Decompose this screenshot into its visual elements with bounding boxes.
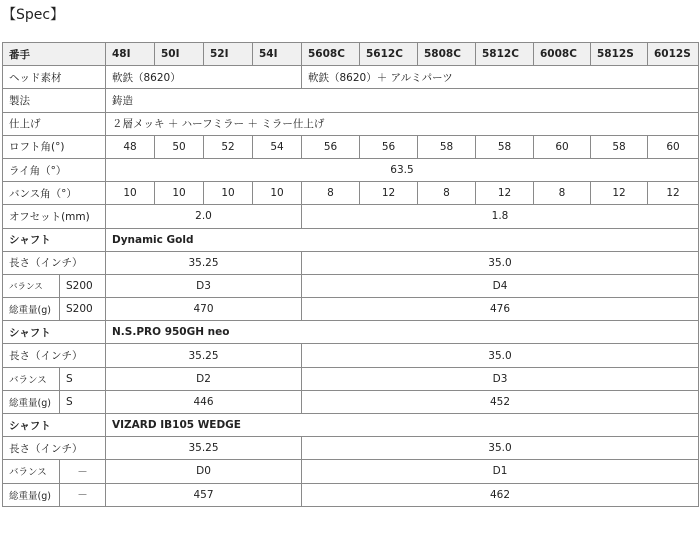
table-row [3, 112, 699, 135]
table-row [3, 460, 699, 483]
weight-flex: － [60, 483, 106, 506]
bounce-value: 12 [360, 182, 418, 205]
model-5608c: 5608C [302, 43, 360, 66]
length-value-1: 35.25 [106, 344, 302, 367]
length-label: 長さ（インチ） [3, 251, 106, 274]
bounce-value: 10 [204, 182, 253, 205]
head-material-value-1: 軟鉄（8620） [106, 66, 302, 89]
loft-value: 48 [106, 135, 155, 158]
loft-label: ロフト角(°) [3, 135, 106, 158]
table-row [3, 437, 699, 460]
table-row [3, 274, 699, 297]
lie-value: 63.5 [106, 158, 699, 181]
weight-value-2: 452 [302, 390, 699, 413]
table-row [3, 205, 699, 228]
loft-value: 50 [155, 135, 204, 158]
balance-value-2: D3 [302, 367, 699, 390]
shaft-label: シャフト [3, 414, 106, 437]
balance-value-1: D0 [106, 460, 302, 483]
weight-label: 総重量(g) [3, 483, 60, 506]
weight-value-2: 462 [302, 483, 699, 506]
table-row [3, 251, 699, 274]
head-material-value-2: 軟鉄（8620）＋ アルミパーツ [302, 66, 699, 89]
process-label: 製法 [3, 89, 106, 112]
table-row [3, 414, 699, 437]
bounce-value: 8 [418, 182, 476, 205]
shaft-name: Dynamic Gold [106, 228, 699, 251]
loft-value: 58 [476, 135, 534, 158]
table-row [3, 390, 699, 413]
table-row [3, 135, 699, 158]
balance-value-1: D3 [106, 274, 302, 297]
model-5812s: 5812S [591, 43, 648, 66]
bounce-value: 12 [476, 182, 534, 205]
table-row [3, 344, 699, 367]
bounce-value: 8 [302, 182, 360, 205]
balance-value-1: D2 [106, 367, 302, 390]
weight-value-1: 470 [106, 298, 302, 321]
shaft-name: VIZARD IB105 WEDGE [106, 414, 699, 437]
lie-label: ライ角（°） [3, 158, 106, 181]
model-52i: 52I [204, 43, 253, 66]
weight-value-1: 446 [106, 390, 302, 413]
offset-value-2: 1.8 [302, 205, 699, 228]
page-title: 【Spec】 [2, 7, 65, 23]
balance-label: バランス [3, 367, 60, 390]
balance-value-2: D1 [302, 460, 699, 483]
length-value-2: 35.0 [302, 344, 699, 367]
loft-value: 58 [418, 135, 476, 158]
loft-value: 52 [204, 135, 253, 158]
finish-value: ２層メッキ ＋ ハーフミラー ＋ ミラー仕上げ [106, 112, 699, 135]
weight-label: 総重量(g) [3, 390, 60, 413]
model-6008c: 6008C [534, 43, 591, 66]
length-label: 長さ（インチ） [3, 344, 106, 367]
weight-flex: S200 [60, 298, 106, 321]
loft-value: 54 [253, 135, 302, 158]
table-row [3, 182, 699, 205]
process-value: 鋳造 [106, 89, 699, 112]
model-48i: 48I [106, 43, 155, 66]
loft-value: 58 [591, 135, 648, 158]
model-6012s: 6012S [648, 43, 699, 66]
model-50i: 50I [155, 43, 204, 66]
length-label: 長さ（インチ） [3, 437, 106, 460]
table-row [3, 66, 699, 89]
table-row [3, 158, 699, 181]
table-row [3, 321, 699, 344]
balance-flex: S200 [60, 274, 106, 297]
shaft-label: シャフト [3, 321, 106, 344]
bounce-value: 8 [534, 182, 591, 205]
balance-label: バランス [3, 274, 60, 297]
length-value-2: 35.0 [302, 437, 699, 460]
header-label: 番手 [3, 43, 106, 66]
balance-value-2: D4 [302, 274, 699, 297]
loft-value: 60 [648, 135, 699, 158]
bounce-value: 12 [648, 182, 699, 205]
finish-label: 仕上げ [3, 112, 106, 135]
model-5812c: 5812C [476, 43, 534, 66]
loft-value: 56 [360, 135, 418, 158]
length-value-2: 35.0 [302, 251, 699, 274]
spec-table [2, 42, 699, 507]
model-54i: 54I [253, 43, 302, 66]
offset-value-1: 2.0 [106, 205, 302, 228]
shaft-name: N.S.PRO 950GH neo [106, 321, 699, 344]
balance-label: バランス [3, 460, 60, 483]
model-5808c: 5808C [418, 43, 476, 66]
balance-flex: S [60, 367, 106, 390]
offset-label: オフセット(mm) [3, 205, 106, 228]
model-5612c: 5612C [360, 43, 418, 66]
bounce-label: バンス角（°） [3, 182, 106, 205]
length-value-1: 35.25 [106, 251, 302, 274]
weight-value-1: 457 [106, 483, 302, 506]
head-material-label: ヘッド素材 [3, 66, 106, 89]
weight-flex: S [60, 390, 106, 413]
table-header-row [3, 43, 699, 66]
table-row [3, 367, 699, 390]
loft-value: 56 [302, 135, 360, 158]
length-value-1: 35.25 [106, 437, 302, 460]
bounce-value: 10 [106, 182, 155, 205]
weight-label: 総重量(g) [3, 298, 60, 321]
table-row [3, 298, 699, 321]
table-row [3, 89, 699, 112]
bounce-value: 10 [155, 182, 204, 205]
bounce-value: 12 [591, 182, 648, 205]
shaft-label: シャフト [3, 228, 106, 251]
loft-value: 60 [534, 135, 591, 158]
table-row [3, 483, 699, 506]
table-row [3, 228, 699, 251]
balance-flex: － [60, 460, 106, 483]
bounce-value: 10 [253, 182, 302, 205]
weight-value-2: 476 [302, 298, 699, 321]
